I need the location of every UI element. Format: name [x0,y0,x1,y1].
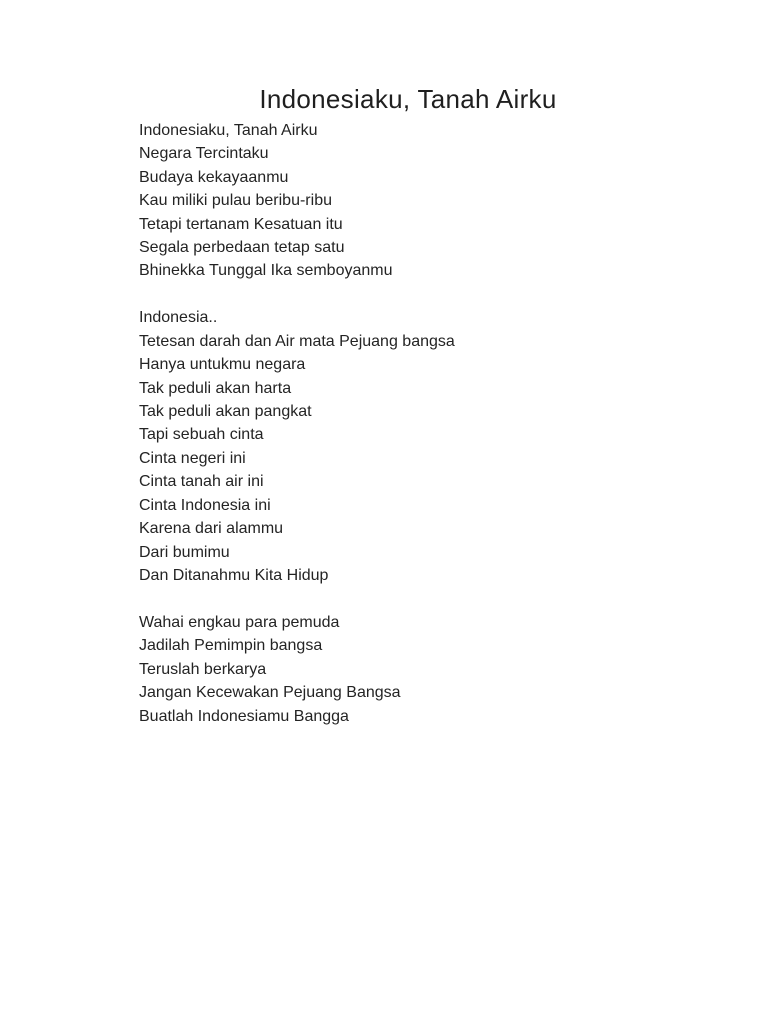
poem-line: Segala perbedaan tetap satu [139,238,345,256]
poem-line: Dari bumimu [139,543,230,561]
poem-line: Indonesia.. [139,309,218,327]
poem-line: Cinta tanah air ini [139,473,264,491]
poem-stanza [139,119,728,283]
poem-line: Cinta negeri ini [139,449,246,467]
poem-line: Jangan Kecewakan Pejuang Bangsa [139,684,401,702]
poem-line: Tak peduli akan harta [139,379,292,397]
poem-line: Tetapi tertanam Kesatuan itu [139,215,343,233]
poem-line: Bhinekka Tunggal Ika semboyanmu [139,262,393,280]
poem-line: Hanya untukmu negara [139,356,306,374]
poem-line: Karena dari alammu [139,520,284,538]
poem-line: Tak peduli akan pangkat [139,403,312,420]
poem-line: Negara Tercintaku [139,145,269,163]
poem-line: Buatlah Indonesiamu Bangga [139,707,349,725]
poem-line: Tetesan darah dan Air mata Pejuang bangsa [139,332,455,350]
poem-line: Budaya kekayaanmu [139,168,289,186]
poem-title: Indonesiaku, Tanah Airku [259,84,557,114]
poem [139,119,728,728]
poem-line: Jadilah Pemimpin bangsa [139,637,323,655]
poem-line: Teruslah berkarya [139,660,267,678]
poem-line: Wahai engkau para pemuda [139,613,340,631]
poem-stanza [139,306,728,587]
poem-line: Kau miliki pulau beribu-ribu [139,192,332,210]
poem-line: Indonesiaku, Tanah Airku [139,121,318,139]
poem-stanza [139,611,728,728]
poem-line: Cinta Indonesia ini [139,496,271,514]
poem-line: Tapi sebuah cinta [139,426,264,444]
poem-line: Dan Ditanahmu Kita Hidup [139,567,329,585]
